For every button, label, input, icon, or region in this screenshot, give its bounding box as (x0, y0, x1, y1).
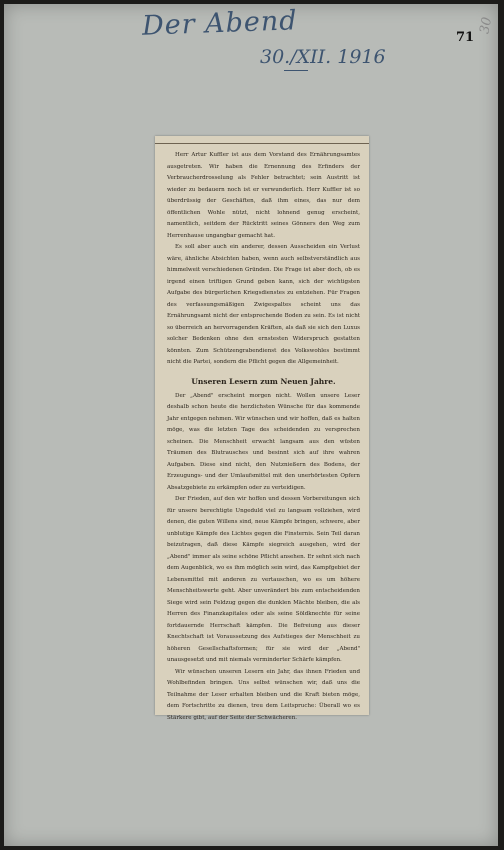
page-number: 71 (456, 30, 475, 45)
article-paragraph: Der „Abend" erscheint morgen nicht. Wollen unsere Leser deshalb schon heute die herzlichsten Wünsche für das kommende Jahr entgegen nehmen. Wir wünschen und wir hoffen, daß es halten möge, was die letzten Tage des scheidenden zu versprechen scheinen. Die Menschheit erwacht langsam aus den wüsten Träumen des Blutrausches und besinnt sich auf ihre wahren Aufgaben. Diese sind nicht, den Nutznießern des Bodens, der Erzeugungs- und der Umlaufsmittel mit den unerhörtesten Opfern Absatzgebiete zu erkämpfen oder zu verteidigen. (167, 392, 360, 491)
date-underline (284, 70, 308, 71)
article-paragraph: Es soll aber auch ein anderer, dessen Ausscheiden ein Verlust wäre, ähnliche Absichten haben, wenn auch selbstverständlich aus himmelweit verschiedenen Gründen. Die Frage ist aber doch, ob es irgend einen triftigen Grund geben kann, sich der wichtigsten Aufgabe des bürgerlichen Kriegsdienstes zu entziehen. Für Fragen des verfassungsmäßigen Zwigespaltes scheint uns das Ernährungsamt nicht der entsprechende Boden zu sein. Es ist nicht so überreich an hervorragenden Kräften, als daß sie sich den Luxus solcher Bedenken ohne den ernstesten Widerspruch gestatten könnten. Zum Schützengrabendienst des Volkswohles bestimmt nicht die Partei, sondern die Pflicht gegen die Allgemeinheit. (167, 244, 360, 365)
column-rule (155, 143, 369, 144)
section-heading: Unseren Lesern zum Neuen Jahre. (191, 376, 336, 386)
handwritten-newspaper-title: Der Abend (141, 5, 299, 42)
handwritten-date: 30./XII. 1916 (260, 46, 386, 68)
article-column (167, 150, 360, 724)
newspaper-clipping (155, 136, 369, 721)
pencil-number: 30 (477, 16, 496, 35)
article-paragraph: Der Frieden, auf den wir hoffen und dessen Vorbereitungen sich für unsere berechtigte Ungeduld viel zu langsam vollziehen, wird denen, die guten Willens sind, neue Kämpfe bringen, schwere, aber unblutige Kämpfe des Lichtes gegen die Finsternis. Sein Teil daran beizutragen, daß diese Kämpfe siegreich ausgehen, wird der „Abend" immer als seine schöne Pflicht ansehen. Er sehnt sich nach dem Augenblick, wo es ihm möglich sein wird, das Kampfgebiet der Lebensmittel mit anderen zu vertauschen, wo es um höhere Menschheitswerte geht. Aber unverändert bis zum entscheidenden Siege wird sein Feldzug gegen die dunklen Mächte bleiben, die als Herren des Finanzkapitales oder als seine Söldknechte für seine fortdauernde Herrschaft kämpfen. Die Befreiung aus dieser Knechtschaft ist Voraussetzung des Aufstieges der Menschheit zu höheren Gesellschaftsformen; für sie wird der „Abend" unausgesetzt und mit niemals verminderter Schärfe kämpfen. (167, 496, 360, 663)
article-paragraph: Herr Artur Kuffler ist aus dem Vorstand des Ernährungsamtes ausgetreten. Wir haben die Ernennung des Erfinders der Verbraucherdrosselung als Fehler betrachtet; sein Austritt ist wieder zu bedauern noch ist er verwunderlich. Herr Kuffler ist so überdrüssig der Geschäften, daß ihm eines, das nur dem öffentlichen Wohle nützt, nicht lohnend genug erscheint, namentlich, seitdem der Rücktritt seines Gönners den Weg zum Herrenhause ungangbar gemacht hat. (167, 152, 360, 239)
article-paragraph: Wir wünschen unseren Lesern ein Jahr, das ihnen Frieden und Wohlbefinden bringen. Uns selbst wünschen wir, daß uns die Teilnahme der Leser erhalten bleiben und die Kraft bieten möge, dem Fortschritte zu dienen, treu dem Leitspruche: Überall wo es Stärkere gibt, auf der Seite der Schwächeren. (167, 668, 360, 721)
